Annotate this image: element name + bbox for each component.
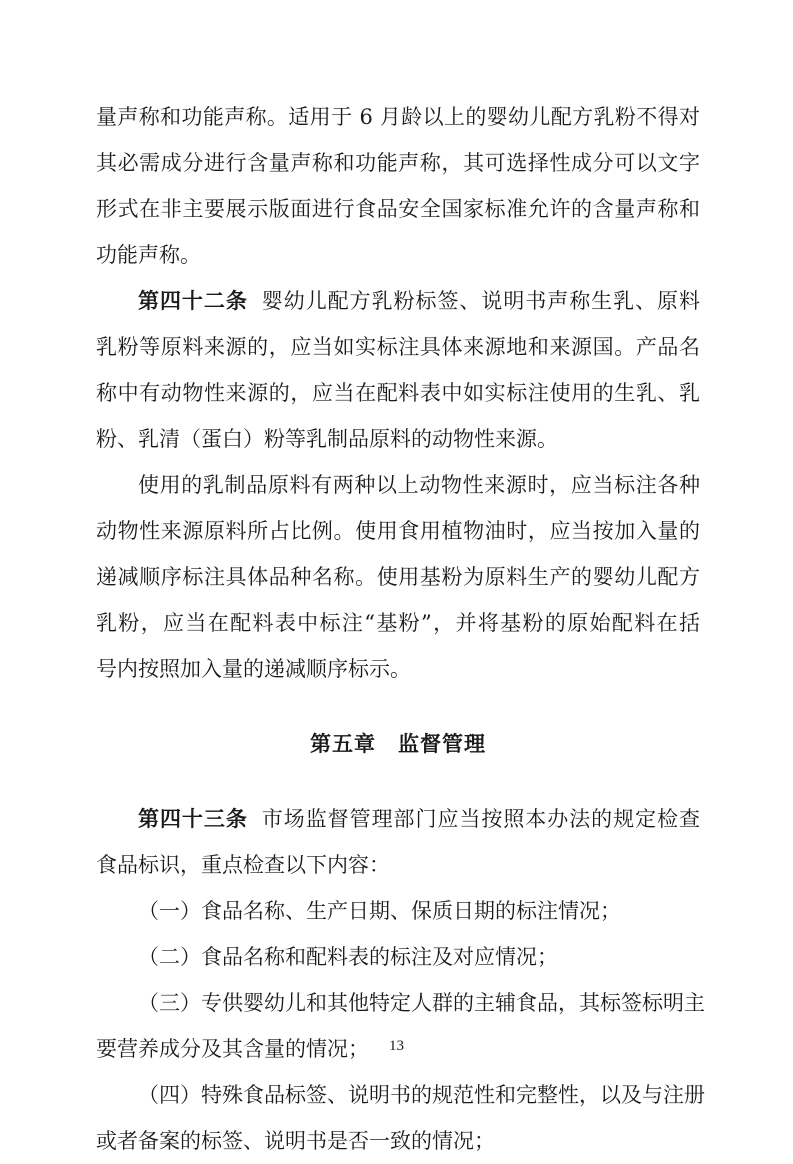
article-first-line — [96, 796, 700, 842]
article-first-line — [96, 278, 700, 324]
article-43 — [96, 796, 705, 1164]
list-item: （三）专供婴幼儿和其他特定人群的主辅食品，其标签标明主 — [138, 991, 705, 1015]
chapter-heading — [96, 692, 700, 796]
paragraph-continuation — [96, 94, 700, 278]
article-label: 第四十三条 — [138, 806, 248, 831]
text-line: 或者备案的标签、说明书是否一致的情况； — [96, 1129, 495, 1153]
article-42 — [96, 278, 700, 462]
list-item: （二）食品名称和配料表的标注及对应情况； — [138, 945, 558, 969]
text-line: 乳粉，应当在配料表中标注“基粉”，并将基粉的原始配料在括 — [96, 611, 700, 635]
text-line: 食品标识，重点检查以下内容： — [96, 853, 390, 877]
text-line: 号内按照加入量的递减顺序标示。 — [96, 657, 411, 681]
text-line: 称中有动物性来源的，应当在配料表中如实标注使用的生乳、乳 — [96, 381, 700, 405]
text-line: 递减顺序标注具体品种名称。使用基粉为原料生产的婴幼儿配方 — [96, 565, 700, 589]
chapter-title: 监督管理 — [398, 731, 486, 756]
text-line: 功能声称。 — [96, 243, 201, 267]
text-line: 粉、乳清（蛋白）粉等乳制品原料的动物性来源。 — [96, 427, 558, 451]
text-line: 其必需成分进行含量声称和功能声称，其可选择性成分可以文字 — [96, 151, 700, 175]
text-line: 乳粉等原料来源的，应当如实标注具体来源地和来源国。产品名 — [96, 335, 700, 359]
text-line: 要营养成分及其含量的情况； — [96, 1037, 369, 1061]
text-line: 动物性来源原料所占比例。使用食用植物油时，应当按加入量的 — [96, 519, 700, 543]
page-number: 13 — [389, 1038, 404, 1054]
chapter-number: 第五章 — [310, 731, 376, 756]
article-text: 婴幼儿配方乳粉标签、说明书声称生乳、原料 — [261, 289, 701, 313]
list-item: （四）特殊食品标签、说明书的规范性和完整性，以及与注册 — [138, 1083, 705, 1107]
paragraph-base-powder — [96, 462, 700, 692]
text-line: 量声称和功能声称。适用于 6 月龄以上的婴幼儿配方乳粉不得对 — [96, 105, 700, 129]
list-item: （一）食品名称、生产日期、保质日期的标注情况； — [138, 899, 621, 923]
document-page — [96, 94, 705, 1164]
text-line: 使用的乳制品原料有两种以上动物性来源时，应当标注各种 — [138, 473, 700, 497]
article-text: 市场监督管理部门应当按照本办法的规定检查 — [261, 807, 701, 831]
text-line: 形式在非主要展示版面进行食品安全国家标准允许的含量声称和 — [96, 197, 700, 221]
article-label: 第四十二条 — [138, 288, 248, 313]
